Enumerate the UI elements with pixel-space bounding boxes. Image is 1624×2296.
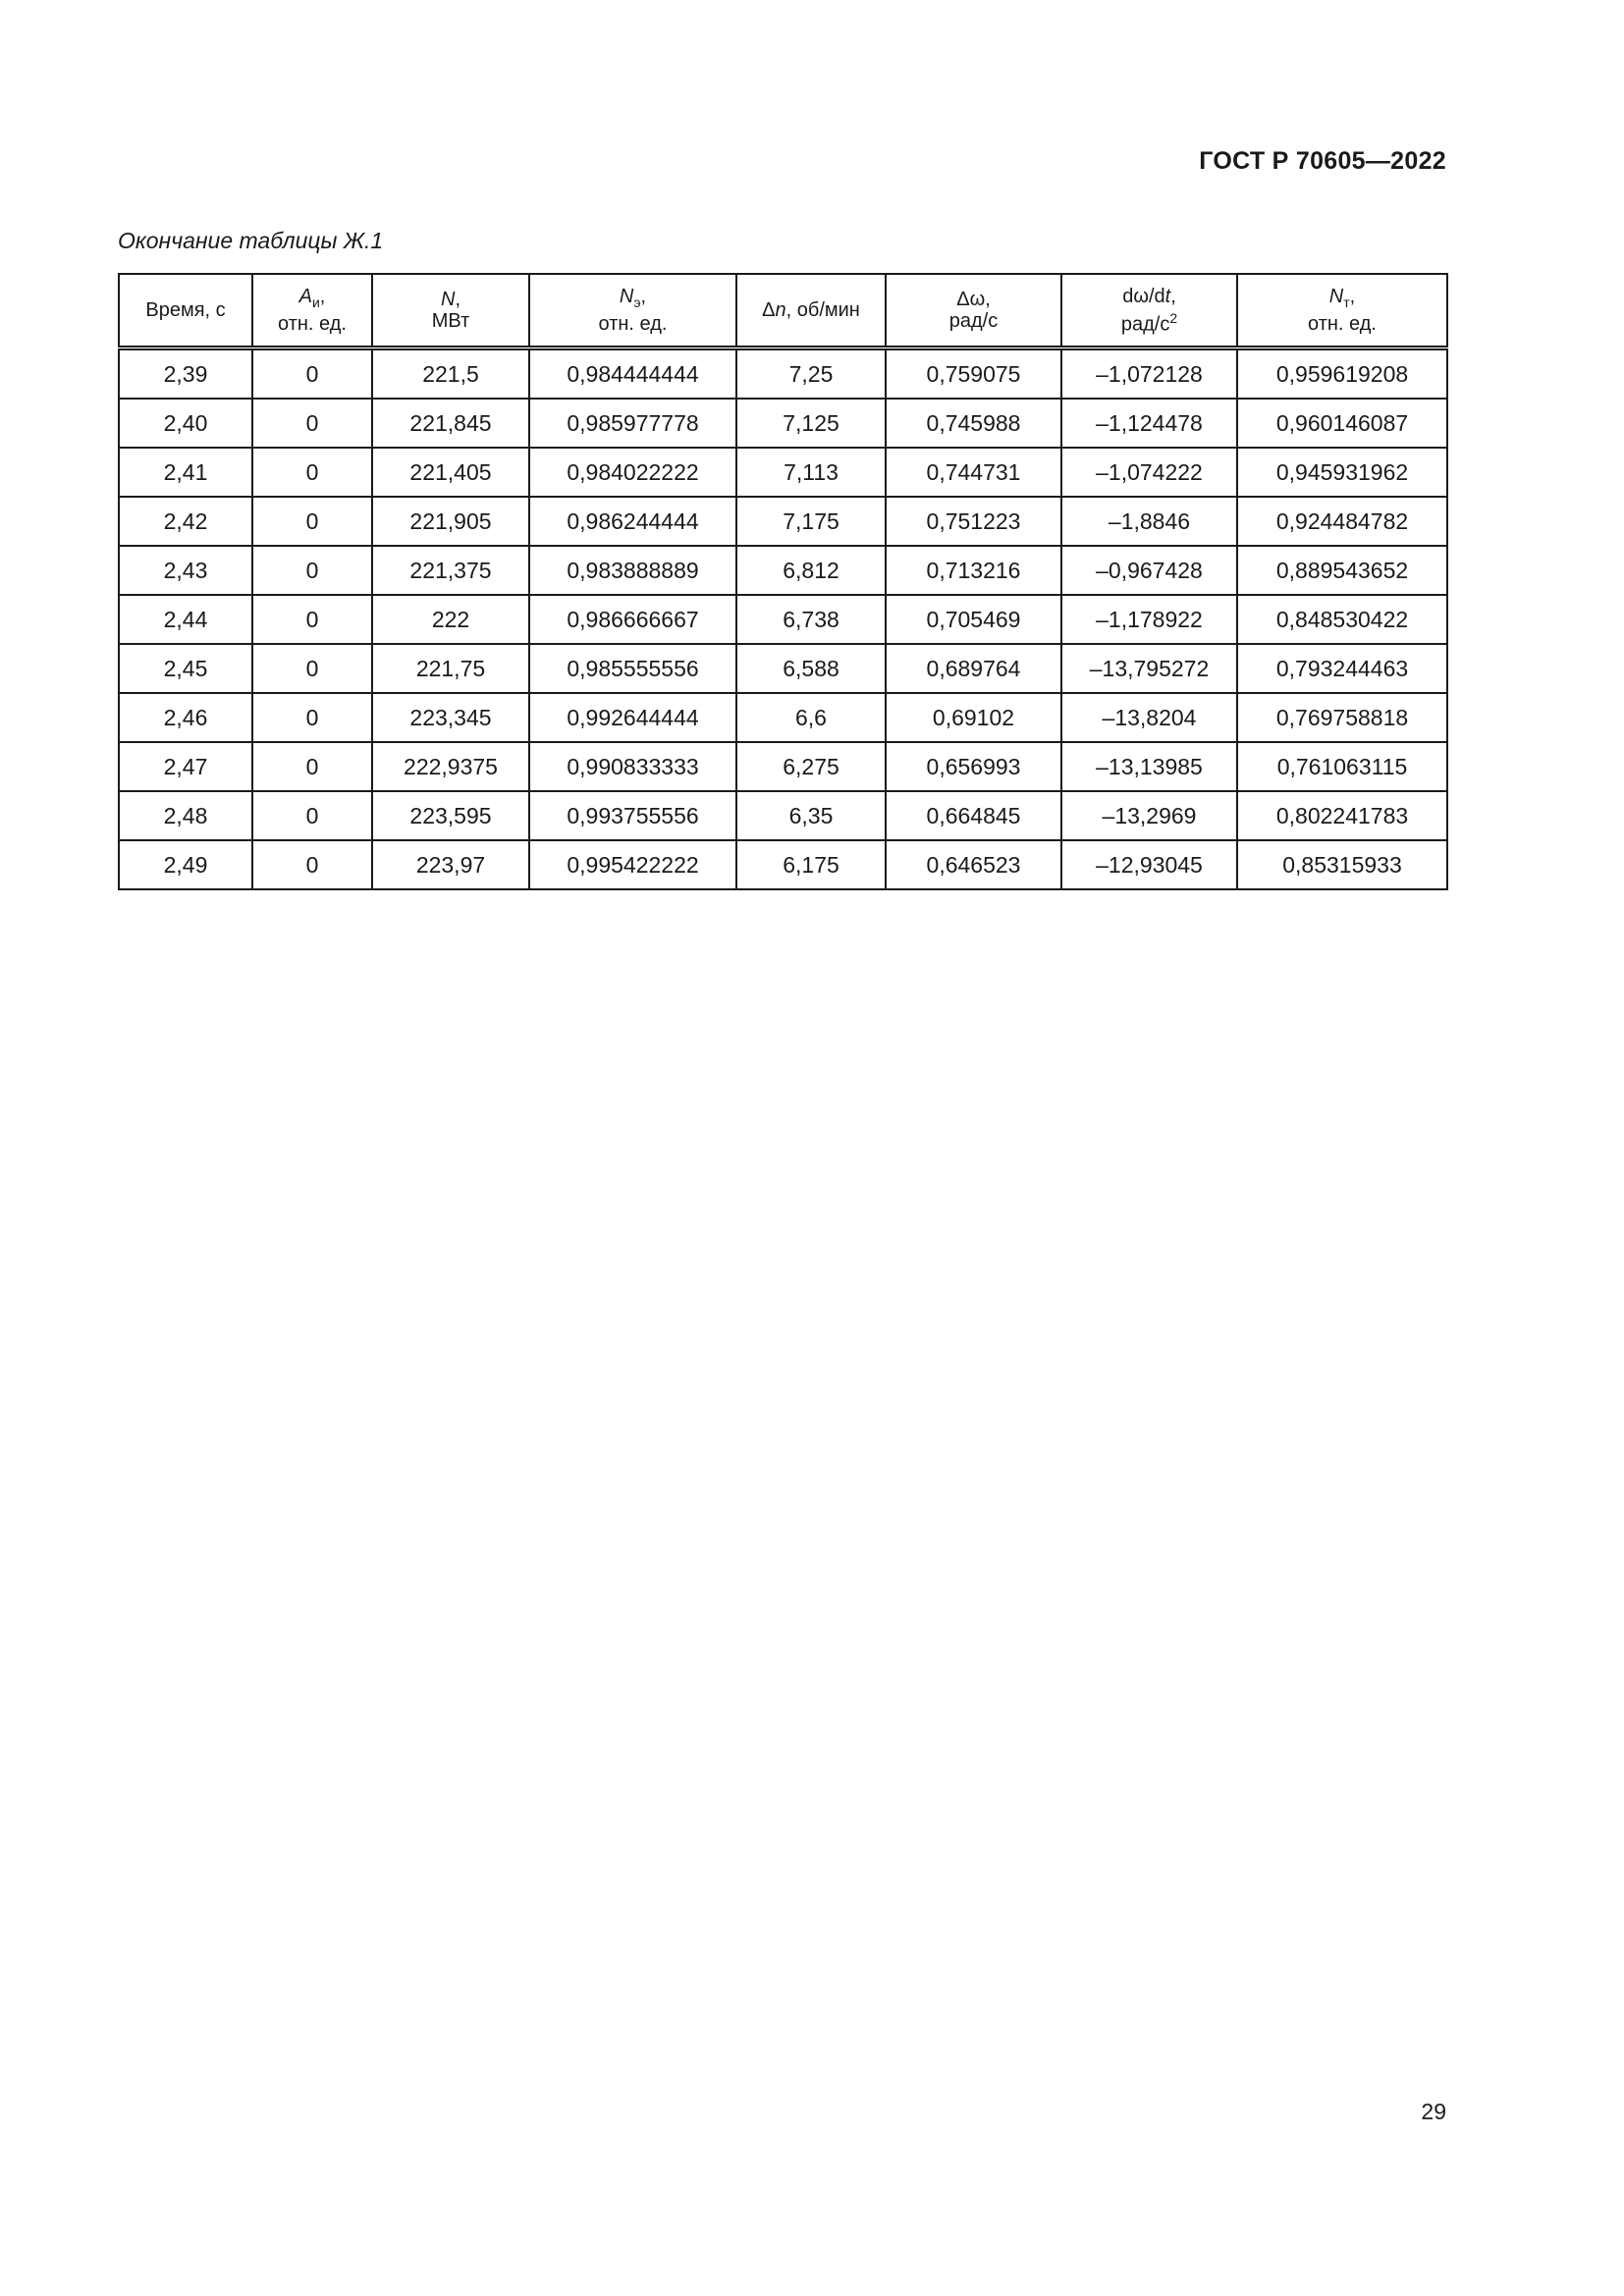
table-cell: 0 — [252, 791, 372, 840]
table-cell: –13,8204 — [1061, 693, 1237, 742]
table-cell: 0 — [252, 448, 372, 497]
table-cell: 0,959619208 — [1237, 348, 1447, 400]
table-row — [119, 448, 1447, 497]
table-cell: 2,46 — [119, 693, 252, 742]
table-cell: 2,48 — [119, 791, 252, 840]
table-cell: 0 — [252, 644, 372, 693]
table-cell: 0 — [252, 693, 372, 742]
column-header-domega-dt: dω/dt, рад/$с^2$ — [1061, 274, 1237, 348]
table-cell: 0,705469 — [886, 595, 1061, 644]
table-row — [119, 595, 1447, 644]
table-cell: 6,275 — [736, 742, 886, 791]
table-row — [119, 742, 1447, 791]
table-cell: 7,125 — [736, 399, 886, 448]
table-body — [119, 348, 1447, 890]
table-cell: 0,646523 — [886, 840, 1061, 889]
table-cell: –1,178922 — [1061, 595, 1237, 644]
table-cell: 0 — [252, 595, 372, 644]
table-cell: 0,745988 — [886, 399, 1061, 448]
page-number: 29 — [1421, 2099, 1446, 2124]
table-caption: Окончание таблицы Ж.1 — [118, 228, 384, 253]
table-cell: 0,713216 — [886, 546, 1061, 595]
table-header-row — [119, 274, 1447, 348]
column-header-a-i: $A_и$, отн. ед. — [252, 274, 372, 348]
table-cell: 6,812 — [736, 546, 886, 595]
table-cell: 0 — [252, 840, 372, 889]
table-cell: 0 — [252, 348, 372, 400]
table-cell: 0,793244463 — [1237, 644, 1447, 693]
table-cell: 221,375 — [372, 546, 529, 595]
table-cell: 223,345 — [372, 693, 529, 742]
table-cell: –12,93045 — [1061, 840, 1237, 889]
table-cell: 221,845 — [372, 399, 529, 448]
table-cell: 2,43 — [119, 546, 252, 595]
column-header-delta-n: Δn, об/мин — [736, 274, 886, 348]
table-cell: 0,802241783 — [1237, 791, 1447, 840]
table-cell: 2,44 — [119, 595, 252, 644]
table-row — [119, 399, 1447, 448]
table-row — [119, 348, 1447, 400]
table-cell: 223,595 — [372, 791, 529, 840]
column-header-n-e: $N_э$, отн. ед. — [529, 274, 736, 348]
table-cell: 222,9375 — [372, 742, 529, 791]
table-cell: 7,175 — [736, 497, 886, 546]
table-cell: –13,2969 — [1061, 791, 1237, 840]
table-cell: 0 — [252, 546, 372, 595]
table-cell: –1,074222 — [1061, 448, 1237, 497]
table-cell: –1,8846 — [1061, 497, 1237, 546]
table-cell: 221,5 — [372, 348, 529, 400]
table-cell: 2,40 — [119, 399, 252, 448]
table-cell: 0,656993 — [886, 742, 1061, 791]
column-header-n: N, МВт — [372, 274, 529, 348]
table-cell: 2,47 — [119, 742, 252, 791]
column-header-delta-omega: Δω, рад/с — [886, 274, 1061, 348]
table-cell: 6,588 — [736, 644, 886, 693]
table-cell: –13,13985 — [1061, 742, 1237, 791]
table-cell: 7,25 — [736, 348, 886, 400]
table-cell: 7,113 — [736, 448, 886, 497]
table-cell: 0,984022222 — [529, 448, 736, 497]
table-cell: 0,689764 — [886, 644, 1061, 693]
table-cell: 0,945931962 — [1237, 448, 1447, 497]
column-header-n-t: $N_т$, отн. ед. — [1237, 274, 1447, 348]
table-cell: 223,97 — [372, 840, 529, 889]
table-cell: 0,924484782 — [1237, 497, 1447, 546]
table-cell: 2,42 — [119, 497, 252, 546]
table-cell: 2,39 — [119, 348, 252, 400]
column-header-time: Время, с — [119, 274, 252, 348]
table-cell: 0,744731 — [886, 448, 1061, 497]
table-cell: 0,985555556 — [529, 644, 736, 693]
table-cell: 221,405 — [372, 448, 529, 497]
data-table — [118, 273, 1448, 890]
table-cell: 0,984444444 — [529, 348, 736, 400]
table-cell: 0,761063115 — [1237, 742, 1447, 791]
table-cell: 6,175 — [736, 840, 886, 889]
table-cell: 0,995422222 — [529, 840, 736, 889]
table-cell: 222 — [372, 595, 529, 644]
table-cell: 6,738 — [736, 595, 886, 644]
table-cell: 221,75 — [372, 644, 529, 693]
table-cell: 2,45 — [119, 644, 252, 693]
table-cell: 0,889543652 — [1237, 546, 1447, 595]
table-cell: 0,960146087 — [1237, 399, 1447, 448]
table-row — [119, 546, 1447, 595]
table-cell: 0,983888889 — [529, 546, 736, 595]
table-cell: 0 — [252, 399, 372, 448]
table-cell: 2,41 — [119, 448, 252, 497]
table-cell: 0,69102 — [886, 693, 1061, 742]
table-cell: –13,795272 — [1061, 644, 1237, 693]
table-row — [119, 791, 1447, 840]
table-cell: 0,848530422 — [1237, 595, 1447, 644]
table-row — [119, 497, 1447, 546]
table-cell: 6,35 — [736, 791, 886, 840]
table-cell: 6,6 — [736, 693, 886, 742]
table-row — [119, 840, 1447, 889]
table-cell: 0,769758818 — [1237, 693, 1447, 742]
document-header: ГОСТ Р 70605—2022 — [1199, 147, 1446, 175]
table-cell: 0,751223 — [886, 497, 1061, 546]
table-cell: 0,986666667 — [529, 595, 736, 644]
table-cell: 2,49 — [119, 840, 252, 889]
table-cell: 0,993755556 — [529, 791, 736, 840]
table-cell: 0 — [252, 497, 372, 546]
table-cell: –0,967428 — [1061, 546, 1237, 595]
table-cell: 0,985977778 — [529, 399, 736, 448]
table-cell: 0,986244444 — [529, 497, 736, 546]
table-cell: 0,664845 — [886, 791, 1061, 840]
table-cell: –1,072128 — [1061, 348, 1237, 400]
table-cell: 0,992644444 — [529, 693, 736, 742]
table-cell: 0,759075 — [886, 348, 1061, 400]
table-row — [119, 693, 1447, 742]
table-cell: 0,85315933 — [1237, 840, 1447, 889]
table-cell: 0,990833333 — [529, 742, 736, 791]
table-cell: –1,124478 — [1061, 399, 1237, 448]
table-cell: 0 — [252, 742, 372, 791]
table-cell: 221,905 — [372, 497, 529, 546]
table-row — [119, 644, 1447, 693]
